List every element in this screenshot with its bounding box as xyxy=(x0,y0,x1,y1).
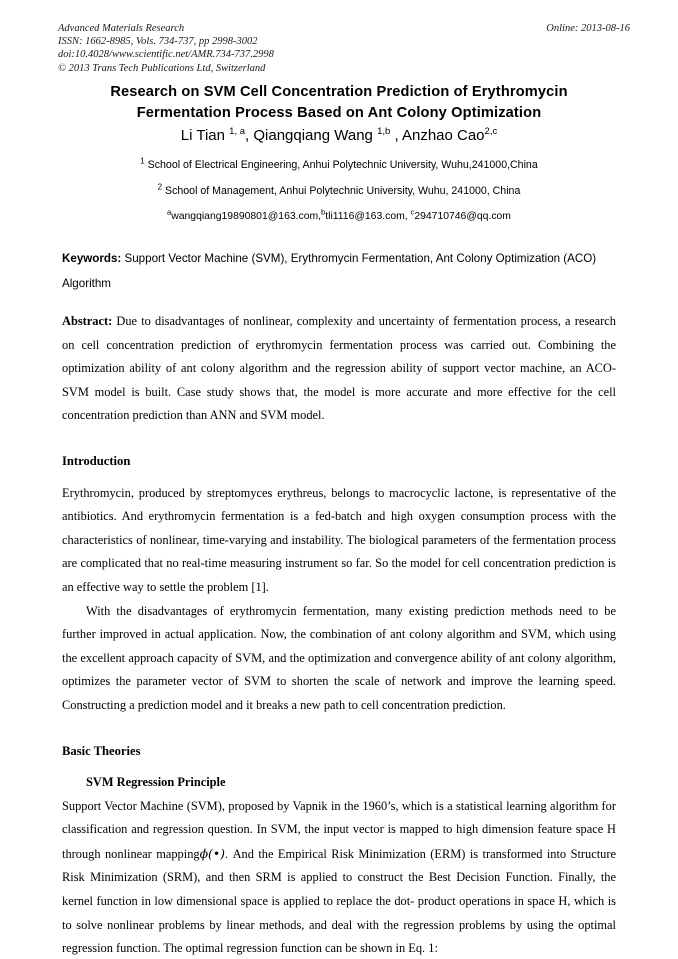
body-column xyxy=(62,246,616,959)
phi-mapping-symbol: ϕ(•) xyxy=(199,845,226,861)
email-address-c: 294710746@qq.com xyxy=(414,211,511,222)
email-marker-a: a xyxy=(167,207,172,217)
affiliation-marker-1: 1 xyxy=(140,156,145,166)
email-address-a: wangqiang19890801@163.com, xyxy=(171,211,322,222)
email-marker-b: b xyxy=(321,207,326,217)
publisher-header-top-row xyxy=(58,22,630,35)
svm-regression-paragraph xyxy=(62,795,616,959)
svm-text-after-phi: . And the Empirical Risk Minimization (ERM) is transformed into Structure Risk Minimization (SRM), and then SRM is applied to construct the Best Decision Function. Finally, the kernel function in low dimensional space is applied to replace the dot- product operations in space H, which is to solve nonlinear problems by linear methods, and deal with the regression problems by using the optimal regression function. The optimal regression function can be shown in Eq. 1: xyxy=(62,846,616,956)
doi-line: doi:10.4028/www.scientific.net/AMR.734-737.2998 xyxy=(58,49,274,61)
author-affiliation-marker-2: 1,b xyxy=(377,126,391,137)
keywords-text: Support Vector Machine (SVM), Erythromycin Fermentation, Ant Colony Optimization (ACO) Algorithm xyxy=(62,252,597,290)
abstract-text: Due to disadvantages of nonlinear, complexity and uncertainty of fermentation process, a research on cell concentration prediction of erythromycin fermentation process was carried out. Combining the optimization ability of ant colony algorithm and the regression ability of support vector machine, an ACO-SVM model is built. Case study shows that, the model is more accurate and more effective for the cell concentration prediction than ANN and SVM model. xyxy=(62,314,616,423)
paper-title: Research on SVM Cell Concentration Prediction of Erythromycin Fermentation Process Based on Ant Colony Optimization xyxy=(110,84,568,121)
affiliation-1 xyxy=(50,158,628,172)
section-heading-introduction: Introduction xyxy=(62,453,131,468)
author-separator-1: , xyxy=(245,127,254,144)
abstract-block xyxy=(62,310,616,428)
abstract-label: Abstract: xyxy=(62,314,113,328)
keywords-label: Keywords: xyxy=(62,252,122,265)
author-list xyxy=(50,126,628,146)
online-date: Online: 2013-08-16 xyxy=(546,23,630,34)
author-affiliation-marker-1: 1, a xyxy=(229,126,246,137)
publisher-header xyxy=(58,22,630,75)
subsection-heading-svm-regression-principle: SVM Regression Principle xyxy=(86,775,226,790)
author-affiliation-marker-3: 2,c xyxy=(484,126,498,137)
svm-text-before-phi: Support Vector Machine (SVM), proposed by Vapnik in the 1960’s, which is a statistical learning algorithm for classification and regression question. In SVM, the input vector is mapped to high dimension feature space H through nonlinear mapping xyxy=(62,798,616,861)
author-name-3: Anzhao Cao xyxy=(401,127,485,144)
journal-name: Advanced Materials Research xyxy=(58,23,185,34)
keywords-block xyxy=(62,246,616,296)
affiliation-text-1: School of Electrical Engineering, Anhui Polytechnic University, Wuhu,241000,China xyxy=(144,159,538,171)
affiliation-text-2: School of Management, Anhui Polytechnic University, Wuhu, 241000, China xyxy=(162,185,521,197)
section-heading-basic-theories: Basic Theories xyxy=(62,743,141,758)
issn-line: ISSN: 1662-8985, Vols. 734-737, pp 2998-3002 xyxy=(58,36,258,48)
email-address-b: tli1116@163.com, xyxy=(325,211,411,222)
affiliation-marker-2: 2 xyxy=(157,182,163,192)
author-emails xyxy=(50,207,628,224)
copyright-line: © 2013 Trans Tech Publications Ltd, Switzerland xyxy=(58,62,266,74)
introduction-paragraph-2: With the disadvantages of erythromycin fermentation, many existing prediction methods need to be further improved in actual application. Now, the combination of ant colony algorithm and SVM, which using the excellent approach capacity of SVM, and the optimization and convergence ability of ant colony algorithm, optimizes the parameter vector of SVM to shorten the scale of network and improve the learning speed. Constructing a prediction model and it breaks a new path to cell concentration prediction. xyxy=(62,603,616,712)
author-separator-2: , xyxy=(390,127,402,144)
author-name-2: Qiangqiang Wang xyxy=(253,127,378,144)
introduction-paragraph-1: Erythromycin, produced by streptomyces erythreus, belongs to macrocyclic lactone, is representative of the antibiotics. And erythromycin fermentation is a fed-batch and high oxygen consumption process with the characteristics of nonlinear, time-varying and instability. The biological parameters of the fermentation process are complicated that no real-time measuring instrument so far. So the model for cell concentration prediction is an effective way to settle the problem [1]. xyxy=(62,485,616,594)
affiliation-2 xyxy=(50,184,628,198)
email-marker-c: c xyxy=(410,207,415,217)
author-name-1: Li Tian xyxy=(180,127,230,144)
